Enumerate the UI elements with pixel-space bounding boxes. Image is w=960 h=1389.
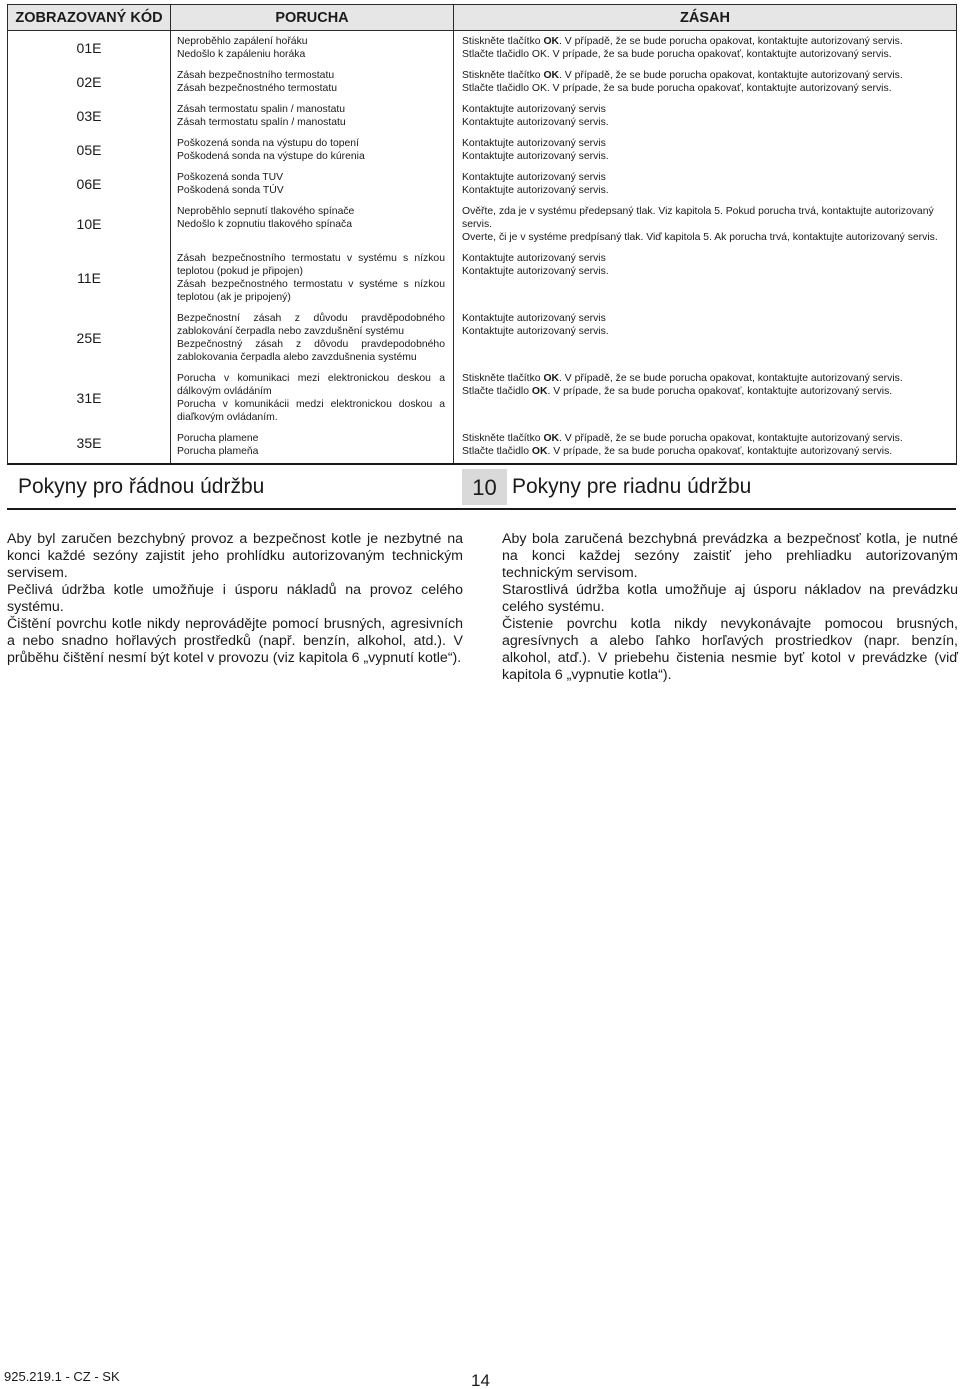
- fault-code: 01E: [8, 31, 171, 66]
- paragraph-cz-2: Pečlivá údržba kotle umožňuje i úsporu nákladů na provoz celého systému.: [7, 582, 463, 615]
- action-text-part: Stlačte tlačidlo: [462, 386, 532, 397]
- fault-description: [171, 248, 454, 308]
- action-description: [454, 368, 957, 428]
- action-text-cz: [462, 137, 952, 150]
- action-text-cz: [462, 103, 952, 116]
- action-description: [454, 133, 957, 167]
- action-text-sk: [462, 445, 952, 458]
- fault-text-cz: Neproběhlo zapálení hořáku: [177, 36, 308, 47]
- document-code: 925.219.1 - CZ - SK: [4, 1369, 120, 1384]
- fault-text-cz: Zásah termostatu spalin / manostatu: [177, 104, 346, 115]
- action-description: [454, 31, 957, 66]
- fault-text-sk: Porucha v komunikácii medzi elektronickou doskou a diaľkovým ovládaním.: [177, 399, 445, 423]
- table-row: [8, 99, 957, 133]
- action-text-sk: [462, 150, 952, 163]
- action-text-cz: [462, 205, 952, 231]
- action-text-sk: [462, 82, 952, 95]
- fault-code: 03E: [8, 99, 171, 133]
- table-row: [8, 167, 957, 201]
- fault-text-cz: Neproběhlo sepnutí tlakového spínače: [177, 206, 355, 217]
- section-header-band: [7, 463, 956, 510]
- action-text-part: . V případě, že se bude porucha opakovat, kontaktujte autorizovaný servis.: [559, 70, 903, 81]
- fault-text-sk: Porucha plameňa: [177, 446, 259, 457]
- section-title-sk: Pokyny pre riadnu údržbu: [512, 475, 752, 498]
- action-text-cz: [462, 372, 952, 385]
- action-text-part: . V případě, že se bude porucha opakovat, kontaktujte autorizovaný servis.: [559, 36, 903, 47]
- action-text-part: Kontaktujte autorizovaný servis.: [462, 185, 609, 196]
- action-text-part: Overte, či je v systéme predpísaný tlak. Viď kapitola 5. Ak porucha trvá, kontaktujte autorizovaný servis.: [462, 232, 938, 243]
- paragraph-sk-3: Čistenie povrchu kotla nikdy nevykonávajte pomocou brusných, agresívnych a alebo ľahko horľavých prostriedkov (napr. benzín, alkohol, atď.). V priebehu čistenia nesmie byť kotol v prevádzke (viď kapitola 6 „vypnutie kotla“).: [502, 616, 958, 683]
- action-text-part: Stiskněte tlačítko: [462, 70, 544, 81]
- ok-button-label: OK: [543, 433, 560, 444]
- fault-code: 02E: [8, 65, 171, 99]
- action-text-part: Stlačte tlačidlo: [462, 446, 532, 457]
- action-text-part: Stiskněte tlačítko: [462, 433, 544, 444]
- fault-text-sk: Zásah bezpečnostného termostatu v systéme s nízkou teplotou (ak je pripojený): [177, 279, 445, 303]
- action-text-cz: [462, 432, 952, 445]
- fault-text-sk: Bezpečnostný zásah z dôvodu pravdepodobného zablokovania čerpadla alebo zavzdušnenia systému: [177, 339, 445, 363]
- action-text-sk: [462, 325, 952, 338]
- fault-text-cz: Zásah bezpečnostního termostatu v systému s nízkou teplotou (pokud je připojen): [177, 253, 445, 277]
- action-text-cz: [462, 252, 952, 265]
- action-text-part: Stlačte tlačidlo OK. V prípade, že sa bude porucha opakovať, kontaktujte autorizovaný servis.: [462, 49, 892, 60]
- ok-button-label: OK: [543, 373, 560, 384]
- action-text-part: Kontaktujte autorizovaný servis.: [462, 266, 609, 277]
- fault-code: 25E: [8, 308, 171, 368]
- table-row: [8, 65, 957, 99]
- action-description: [454, 99, 957, 133]
- fault-description: [171, 428, 454, 465]
- fault-description: [171, 65, 454, 99]
- action-text-part: Kontaktujte autorizovaný servis: [462, 138, 606, 149]
- body-column-sk: [502, 531, 958, 684]
- fault-text-cz: Poškozená sonda na výstupu do topení: [177, 138, 359, 149]
- fault-description: [171, 133, 454, 167]
- paragraph-sk-1: Aby bola zaručená bezchybná prevádzka a bezpečnosť kotla, je nutné na konci každej sezóny zaistiť jeho prehliadku autorizovaným technickým servisom.: [502, 531, 958, 581]
- fault-code: 11E: [8, 248, 171, 308]
- fault-code-table: [7, 4, 957, 465]
- table-row: [8, 368, 957, 428]
- fault-description: [171, 308, 454, 368]
- table-row: [8, 428, 957, 465]
- ok-button-label: OK: [531, 446, 548, 457]
- table-header-row: [8, 5, 957, 31]
- fault-text-cz: Porucha v komunikaci mezi elektronickou deskou a dálkovým ovládáním: [177, 373, 445, 397]
- fault-code: 31E: [8, 368, 171, 428]
- paragraph-sk-2: Starostlivá údržba kotla umožňuje aj úsporu nákladov na prevádzku celého systému.: [502, 582, 958, 615]
- action-text-part: Stiskněte tlačítko: [462, 373, 544, 384]
- fault-code: 35E: [8, 428, 171, 465]
- action-text-sk: [462, 385, 952, 398]
- action-text-cz: [462, 171, 952, 184]
- header-code: ZOBRAZOVANÝ KÓD: [8, 5, 171, 31]
- action-text-cz: [462, 69, 952, 82]
- fault-description: [171, 368, 454, 428]
- action-text-part: . V případě, že se bude porucha opakovat, kontaktujte autorizovaný servis.: [559, 433, 903, 444]
- table-row: [8, 248, 957, 308]
- action-text-sk: [462, 184, 952, 197]
- table-row: [8, 308, 957, 368]
- action-text-part: Stlačte tlačidlo OK. V prípade, že sa bude porucha opakovať, kontaktujte autorizovaný servis.: [462, 83, 892, 94]
- table-row: [8, 133, 957, 167]
- action-text-part: Kontaktujte autorizovaný servis: [462, 313, 606, 324]
- ok-button-label: OK: [531, 386, 548, 397]
- table-row: [8, 201, 957, 248]
- section-title-cz: Pokyny pro řádnou údržbu: [18, 475, 265, 498]
- action-text-part: . V prípade, že sa bude porucha opakovať, kontaktujte autorizovaný servis.: [547, 446, 893, 457]
- paragraph-cz-1: Aby byl zaručen bezchybný provoz a bezpečnost kotle je nezbytné na konci každé sezóny zajistit jeho prohlídku autorizovaným technickým servisem.: [7, 531, 463, 581]
- fault-text-cz: Bezpečnostní zásah z důvodu pravděpodobného zablokování čerpadla nebo zavzdušnění systému: [177, 313, 445, 337]
- fault-description: [171, 167, 454, 201]
- fault-text-sk: Poškodená sonda TÚV: [177, 185, 284, 196]
- action-text-sk: [462, 116, 952, 129]
- action-text-part: Kontaktujte autorizovaný servis.: [462, 151, 609, 162]
- fault-description: [171, 31, 454, 66]
- action-text-part: Stiskněte tlačítko: [462, 36, 544, 47]
- fault-code: 10E: [8, 201, 171, 248]
- action-text-sk: [462, 265, 952, 278]
- fault-text-sk: Nedošlo k zapáleniu horáka: [177, 49, 306, 60]
- fault-description: [171, 99, 454, 133]
- fault-description: [171, 201, 454, 248]
- action-text-part: Ověřte, zda je v systému předepsaný tlak. Viz kapitola 5. Pokud porucha trvá, kontaktujte autorizovaný servis.: [462, 206, 934, 230]
- action-description: [454, 167, 957, 201]
- fault-text-cz: Porucha plamene: [177, 433, 259, 444]
- fault-text-sk: Nedošlo k zopnutiu tlakového spínača: [177, 219, 353, 230]
- action-description: [454, 428, 957, 465]
- action-text-sk: [462, 48, 952, 61]
- fault-code: 06E: [8, 167, 171, 201]
- action-text-cz: [462, 35, 952, 48]
- fault-code: 05E: [8, 133, 171, 167]
- table-row: [8, 31, 957, 66]
- action-text-part: . V prípade, že sa bude porucha opakovať, kontaktujte autorizovaný servis.: [547, 386, 893, 397]
- action-text-cz: [462, 312, 952, 325]
- fault-text-sk: Zásah termostatu spalín / manostatu: [177, 117, 346, 128]
- action-text-part: Kontaktujte autorizovaný servis.: [462, 117, 609, 128]
- action-description: [454, 201, 957, 248]
- ok-button-label: OK: [543, 70, 560, 81]
- chapter-number-badge: 10: [462, 469, 507, 505]
- action-description: [454, 308, 957, 368]
- fault-text-cz: Zásah bezpečnostního termostatu: [177, 70, 335, 81]
- paragraph-cz-3: Čištění povrchu kotle nikdy neprovádějte pomocí brusných, agresivních a nebo snadno hořlavých prostředků (např. benzín, alkohol, atd.). V průběhu čištění nesmí být kotel v provozu (viz kapitola 6 „vypnutí kotle“).: [7, 616, 463, 666]
- header-action: ZÁSAH: [454, 5, 957, 31]
- action-description: [454, 248, 957, 308]
- fault-text-sk: Zásah bezpečnostného termostatu: [177, 83, 337, 94]
- page-number: 14: [471, 1371, 490, 1389]
- action-text-part: Kontaktujte autorizovaný servis.: [462, 326, 609, 337]
- body-column-cz: [7, 531, 463, 667]
- action-text-part: Kontaktujte autorizovaný servis: [462, 253, 606, 264]
- action-description: [454, 65, 957, 99]
- fault-text-sk: Poškodená sonda na výstupe do kúrenia: [177, 151, 365, 162]
- fault-text-cz: Poškozená sonda TUV: [177, 172, 284, 183]
- action-text-part: . V případě, že se bude porucha opakovat, kontaktujte autorizovaný servis.: [559, 373, 903, 384]
- header-fault: PORUCHA: [171, 5, 454, 31]
- action-text-sk: [462, 231, 952, 244]
- action-text-part: Kontaktujte autorizovaný servis: [462, 172, 606, 183]
- ok-button-label: OK: [543, 36, 560, 47]
- action-text-part: Kontaktujte autorizovaný servis: [462, 104, 606, 115]
